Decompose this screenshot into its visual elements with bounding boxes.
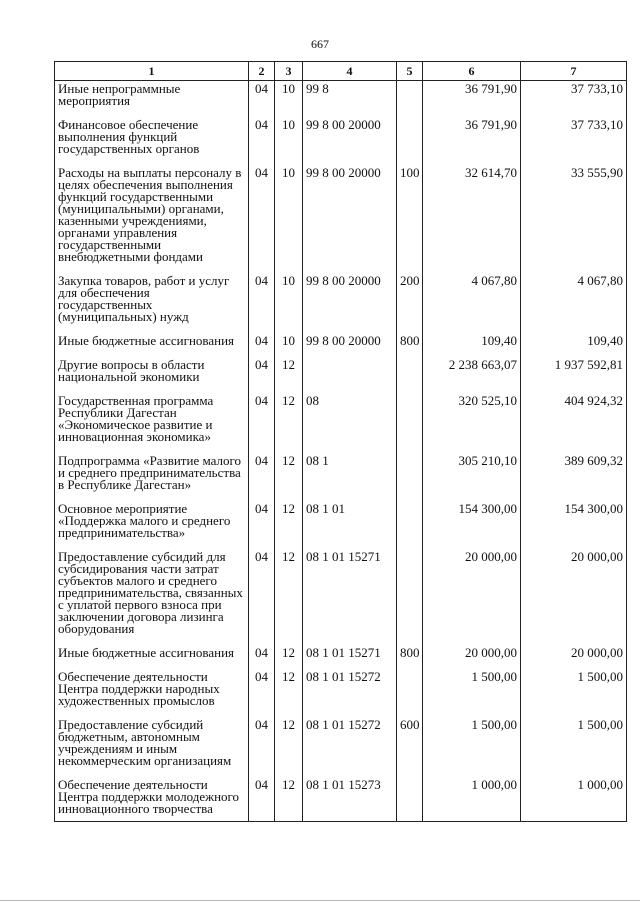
section-code: 04	[249, 117, 275, 165]
row-name: Основное мероприятие «Поддержка малого и среднего предпринимательства»	[55, 501, 249, 549]
amount-col7: 109,40	[521, 333, 627, 357]
row-name: Государственная программа Республики Дагестан «Экономическое развитие и инновационная экономика»	[55, 393, 249, 453]
subsection-code: 12	[275, 393, 303, 453]
row-name: Предоставление субсидий для субсидирования части затрат субъектов малого и среднего предпринимательства, связанных с уплатой первого взноса при заключении договора лизинга оборудования	[55, 549, 249, 645]
subsection-code: 12	[275, 717, 303, 777]
row-name: Финансовое обеспечение выполнения функций государственных органов	[55, 117, 249, 165]
table-row	[55, 669, 627, 717]
row-name: Предоставление субсидий бюджетным, автономным учреждениям и иным некоммерческим организациям	[55, 717, 249, 777]
target-article-code: 08 1 01	[303, 501, 397, 549]
expense-type-code	[397, 393, 423, 453]
row-name: Иные непрограммные мероприятия	[55, 81, 249, 118]
row-name: Другие вопросы в области национальной экономики	[55, 357, 249, 393]
expense-type-code	[397, 117, 423, 165]
amount-col7: 37 733,10	[521, 117, 627, 165]
amount-col7: 20 000,00	[521, 549, 627, 645]
target-article-code: 08 1 01 15273	[303, 777, 397, 822]
section-code: 04	[249, 777, 275, 822]
subsection-code: 10	[275, 273, 303, 333]
row-name: Обеспечение деятельности Центра поддержки молодежного инновационного творчества	[55, 777, 249, 822]
expense-type-code: 800	[397, 333, 423, 357]
target-article-code: 99 8 00 20000	[303, 117, 397, 165]
column-header: 5	[397, 62, 423, 81]
target-article-code: 08 1 01 15271	[303, 549, 397, 645]
expense-type-code	[397, 357, 423, 393]
row-name: Подпрограмма «Развитие малого и среднего предпринимательства в Республике Дагестан»	[55, 453, 249, 501]
row-name: Иные бюджетные ассигнования	[55, 645, 249, 669]
section-code: 04	[249, 501, 275, 549]
table-header-row	[55, 62, 627, 81]
row-name: Иные бюджетные ассигнования	[55, 333, 249, 357]
amount-col7: 1 500,00	[521, 717, 627, 777]
subsection-code: 10	[275, 81, 303, 118]
table-row	[55, 81, 627, 118]
table-row	[55, 333, 627, 357]
subsection-code: 12	[275, 501, 303, 549]
subsection-code: 10	[275, 165, 303, 273]
amount-col7: 1 937 592,81	[521, 357, 627, 393]
subsection-code: 10	[275, 117, 303, 165]
amount-col7: 389 609,32	[521, 453, 627, 501]
amount-col6: 320 525,10	[423, 393, 521, 453]
subsection-code: 10	[275, 333, 303, 357]
amount-col7: 37 733,10	[521, 81, 627, 118]
table-row	[55, 777, 627, 822]
column-header: 2	[249, 62, 275, 81]
section-code: 04	[249, 81, 275, 118]
table-row	[55, 273, 627, 333]
row-name: Расходы на выплаты персоналу в целях обеспечения выполнения функций государственными (муниципальными) органами, казенными учреждениями, органами управления государственными внебюджетными фондами	[55, 165, 249, 273]
column-header: 6	[423, 62, 521, 81]
subsection-code: 12	[275, 357, 303, 393]
expense-type-code	[397, 453, 423, 501]
column-header: 7	[521, 62, 627, 81]
amount-col6: 20 000,00	[423, 549, 521, 645]
page-bottom-divider	[0, 900, 640, 901]
section-code: 04	[249, 393, 275, 453]
subsection-code: 12	[275, 777, 303, 822]
table-row	[55, 645, 627, 669]
target-article-code: 08 1 01 15271	[303, 645, 397, 669]
table-row	[55, 501, 627, 549]
section-code: 04	[249, 645, 275, 669]
table-row	[55, 393, 627, 453]
amount-col6: 20 000,00	[423, 645, 521, 669]
page-number: 667	[311, 37, 329, 51]
amount-col7: 404 924,32	[521, 393, 627, 453]
amount-col7: 154 300,00	[521, 501, 627, 549]
amount-col6: 2 238 663,07	[423, 357, 521, 393]
amount-col6: 1 500,00	[423, 669, 521, 717]
subsection-code: 12	[275, 645, 303, 669]
table-row	[55, 453, 627, 501]
expense-type-code: 600	[397, 717, 423, 777]
amount-col6: 305 210,10	[423, 453, 521, 501]
table-row	[55, 549, 627, 645]
target-article-code: 99 8 00 20000	[303, 333, 397, 357]
amount-col7: 4 067,80	[521, 273, 627, 333]
amount-col6: 36 791,90	[423, 81, 521, 118]
amount-col6: 1 500,00	[423, 717, 521, 777]
target-article-code: 08 1 01 15272	[303, 669, 397, 717]
amount-col7: 1 500,00	[521, 669, 627, 717]
amount-col6: 36 791,90	[423, 117, 521, 165]
section-code: 04	[249, 273, 275, 333]
target-article-code: 99 8 00 20000	[303, 273, 397, 333]
column-header: 3	[275, 62, 303, 81]
amount-col7: 33 555,90	[521, 165, 627, 273]
expense-type-code: 100	[397, 165, 423, 273]
expense-type-code	[397, 669, 423, 717]
amount-col6: 4 067,80	[423, 273, 521, 333]
target-article-code: 08	[303, 393, 397, 453]
expense-type-code	[397, 501, 423, 549]
amount-col7: 20 000,00	[521, 645, 627, 669]
expense-type-code	[397, 81, 423, 118]
target-article-code: 08 1 01 15272	[303, 717, 397, 777]
table-row	[55, 117, 627, 165]
budget-table	[54, 61, 627, 822]
table-row	[55, 165, 627, 273]
expense-type-code: 800	[397, 645, 423, 669]
section-code: 04	[249, 165, 275, 273]
amount-col7: 1 000,00	[521, 777, 627, 822]
expense-type-code	[397, 549, 423, 645]
row-name: Закупка товаров, работ и услуг для обеспечения государственных (муниципальных) нужд	[55, 273, 249, 333]
subsection-code: 12	[275, 549, 303, 645]
amount-col6: 1 000,00	[423, 777, 521, 822]
section-code: 04	[249, 549, 275, 645]
target-article-code: 08 1	[303, 453, 397, 501]
expense-type-code: 200	[397, 273, 423, 333]
section-code: 04	[249, 333, 275, 357]
amount-col6: 109,40	[423, 333, 521, 357]
row-name: Обеспечение деятельности Центра поддержки народных художественных промыслов	[55, 669, 249, 717]
amount-col6: 32 614,70	[423, 165, 521, 273]
expense-type-code	[397, 777, 423, 822]
column-header: 1	[55, 62, 249, 81]
amount-col6: 154 300,00	[423, 501, 521, 549]
subsection-code: 12	[275, 669, 303, 717]
section-code: 04	[249, 717, 275, 777]
section-code: 04	[249, 357, 275, 393]
target-article-code: 99 8	[303, 81, 397, 118]
table-row	[55, 357, 627, 393]
column-header: 4	[303, 62, 397, 81]
subsection-code: 12	[275, 453, 303, 501]
table-row	[55, 717, 627, 777]
section-code: 04	[249, 669, 275, 717]
section-code: 04	[249, 453, 275, 501]
target-article-code: 99 8 00 20000	[303, 165, 397, 273]
target-article-code	[303, 357, 397, 393]
